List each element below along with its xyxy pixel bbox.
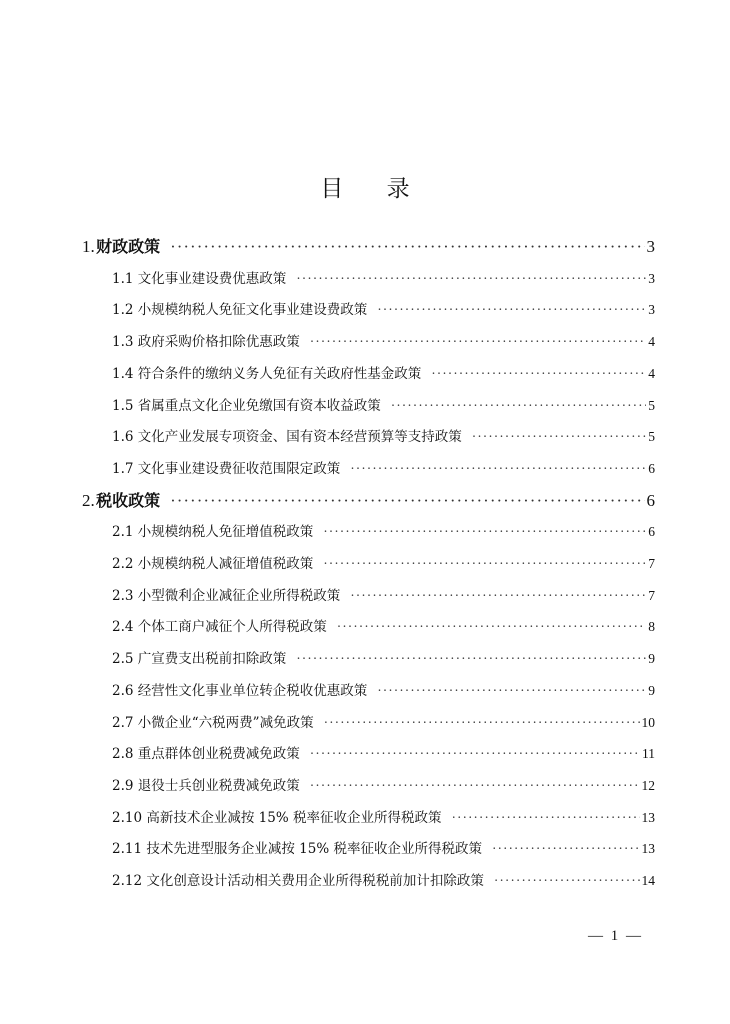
toc-page-number: 5 [648,397,655,413]
toc-page-number: 6 [648,460,655,476]
toc-section-entry[interactable] [82,232,655,262]
toc-section-entry[interactable] [82,486,655,516]
toc-entry-title: 2.12 文化创意设计活动相关费用企业所得税税前加计扣除政策 [112,873,484,889]
toc-entry-title: 2.11 技术先进型服务企业减按 15% 税率征收企业所得税政策 [112,841,482,858]
toc-entry-title: 2.9 退役士兵创业税费减免政策 [112,777,300,794]
toc-subsection-entry[interactable] [112,771,655,801]
toc-subsection-entry[interactable] [112,739,655,769]
toc-subsection-entry[interactable] [112,454,655,484]
toc-dot-leader [377,295,646,325]
toc-entry-title: 2.8 重点群体创业税费减免政策 [112,746,300,763]
toc-dot-leader [472,422,646,452]
toc-dot-leader [391,391,646,421]
toc-entry-title: 1.3 政府采购价格扣除优惠政策 [112,334,300,351]
toc-page-number: 4 [648,365,655,381]
toc-subsection-entry[interactable] [112,676,655,706]
toc-entry-title: 2.7 小微企业“六税两费”减免政策 [112,714,314,731]
toc-subsection-entry[interactable] [112,295,655,325]
toc-page-number: 13 [641,809,655,825]
toc-entry-title: 2.1 小规模纳税人免征增值税政策 [112,524,314,541]
toc-dot-leader [324,708,640,738]
toc-subsection-entry[interactable] [112,422,655,452]
toc-dot-leader [323,549,646,579]
toc-page-number: 7 [648,556,655,571]
toc-subsection-entry[interactable] [112,391,655,421]
toc-page-number: 11 [642,746,655,762]
toc-page-number: 6 [646,490,655,510]
toc-page-number: 14 [641,873,655,888]
toc-section-number: 1. [82,237,95,256]
toc-page-number: 12 [641,777,655,793]
toc-page-number: 8 [648,619,655,635]
toc-subsection-entry[interactable] [112,327,655,357]
toc-subsection-entry[interactable] [112,264,655,294]
toc-entry-title: 1.5 省属重点文化企业免缴国有资本收益政策 [112,397,381,414]
toc-dot-leader [431,359,646,389]
toc-dot-leader [310,739,640,769]
toc-subsection-entry[interactable] [112,803,655,833]
toc-subsection-entry[interactable] [112,708,655,738]
toc-page-number: 9 [648,651,655,667]
toc-page-number: 6 [648,524,655,540]
toc-dot-leader [296,644,646,674]
toc-subsection-entry[interactable] [112,549,655,579]
toc-subsection-entry[interactable] [112,644,655,674]
toc-entry-title: 1.4 符合条件的缴纳义务人免征有关政府性基金政策 [112,365,422,382]
toc-page-number: 3 [648,302,655,318]
toc-dot-leader [350,454,646,484]
toc-entry-title: 2.3 小型微利企业减征企业所得税政策 [112,587,341,604]
toc-dot-leader [492,834,640,864]
toc-entry-title: 2.2 小规模纳税人减征增值税政策 [112,556,314,572]
toc-page-number: 4 [648,334,655,350]
toc-subsection-entry[interactable] [112,359,655,389]
toc-page-number: 5 [648,429,655,445]
toc-entry-title: 2.4 个体工商户减征个人所得税政策 [112,619,327,636]
toc-subsection-entry[interactable] [112,834,655,864]
toc-entry-title: 1.2 小规模纳税人免征文化事业建设费政策 [112,302,368,319]
toc-dot-leader [350,581,646,611]
toc-entry-title: 1.7 文化事业建设费征收范围限定政策 [112,460,341,477]
toc-subsection-entry[interactable] [112,581,655,611]
toc-entry-title: 财政政策 [96,237,161,256]
toc-entry-title: 2.10 高新技术企业减按 15% 税率征收企业所得税政策 [112,809,442,826]
toc-dot-leader [310,771,640,801]
toc-dot-leader [451,803,639,833]
toc-dot-leader [323,517,646,547]
toc-entry-title: 2.5 广宣费支出税前扣除政策 [112,651,287,668]
toc-entry-title: 1.6 文化产业发展专项资金、国有资本经营预算等支持政策 [112,429,462,446]
toc-entry-title: 1.1 文化事业建设费优惠政策 [112,270,287,287]
page-title: 目 录 [320,176,428,202]
toc-subsection-entry[interactable] [112,517,655,547]
toc-page-number: 3 [648,270,655,286]
toc-entry-title: 税收政策 [96,490,161,510]
toc-entry-title: 2.6 经营性文化事业单位转企税收优惠政策 [112,682,368,699]
toc-section-number: 2. [82,490,95,510]
toc-page-number: 13 [641,841,655,857]
toc-subsection-entry[interactable] [112,866,655,896]
toc-dot-leader [377,676,646,706]
toc-dot-leader [170,232,644,262]
toc-dot-leader [310,327,646,357]
toc-page-number: 10 [641,714,655,730]
toc-dot-leader [296,264,646,294]
toc-dot-leader [170,486,644,516]
page-number-footer: — 1 — [588,928,643,944]
toc-subsection-entry[interactable] [112,612,655,642]
toc-dot-leader [337,612,646,642]
toc-dot-leader [494,866,640,896]
toc-page-number: 9 [648,682,655,698]
toc-page-number: 3 [646,237,655,256]
toc-page-number: 7 [648,587,655,603]
